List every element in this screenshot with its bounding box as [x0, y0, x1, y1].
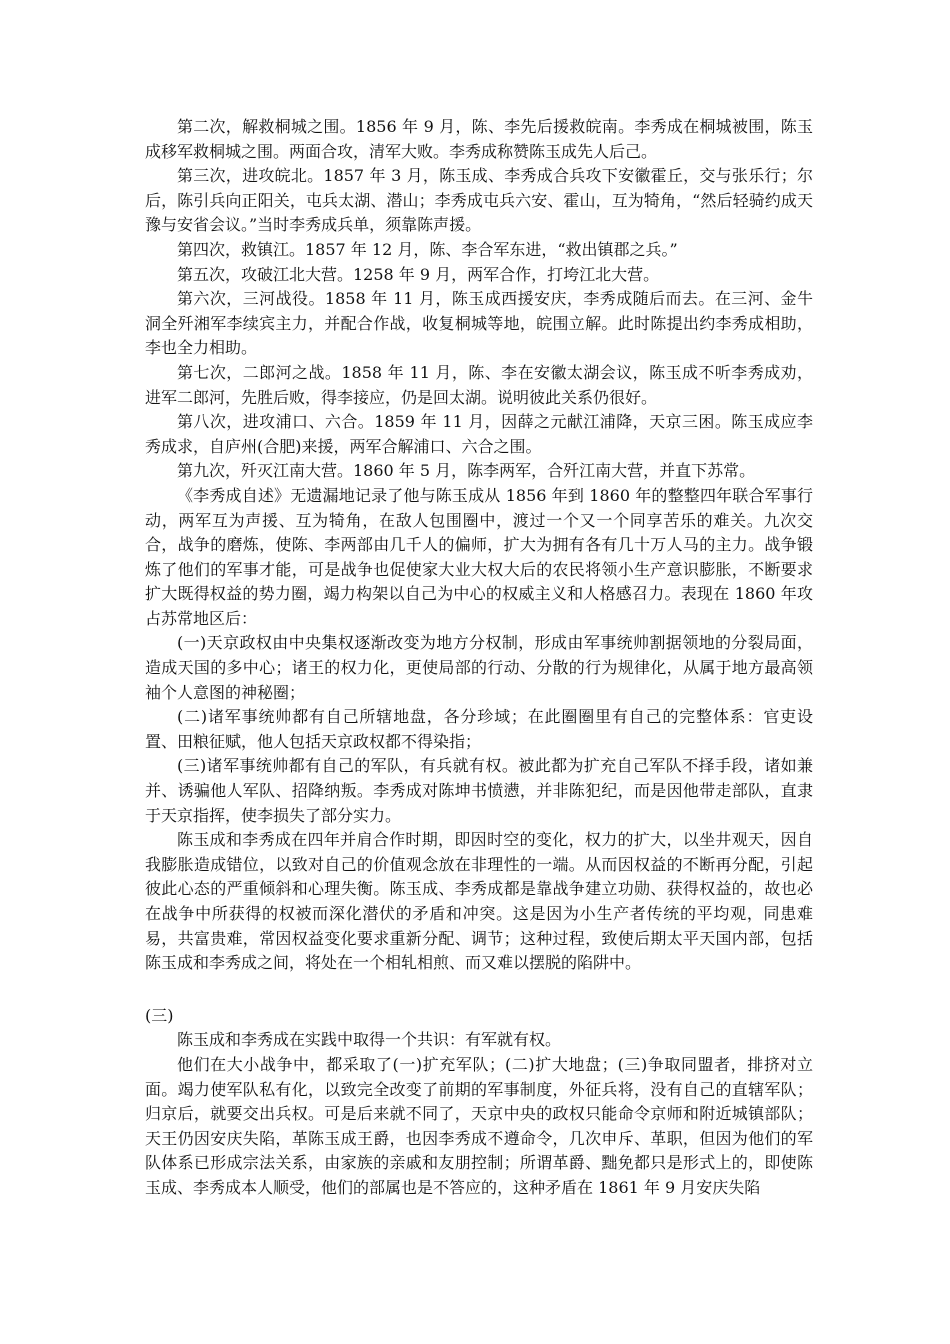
document-body: [145, 115, 813, 1201]
paragraph: (一)天京政权由中央集权逐渐改变为地方分权制，形成由军事统帅割据领地的分裂局面，造成天国的多中心；诸王的权力化，更使局部的行动、分散的行为规律化，从属于地方最高领袖个人意图的神秘圈；: [145, 633, 813, 702]
paragraph: 第九次，歼灭江南大营。1860 年 5 月，陈李两军，合歼江南大营，并直下苏常。: [177, 461, 756, 481]
section-heading: (三): [145, 1005, 174, 1025]
paragraph: 第七次，二郎河之战。1858 年 11 月，陈、李在安徽太湖会议，陈玉成不听李秀成劝，进军二郎河，先胜后败，得李接应，仍是回太湖。说明彼此关系仍很好。: [145, 362, 813, 407]
paragraph: 陈玉成和李秀成在实践中取得一个共识：有军就有权。: [177, 1030, 562, 1050]
paragraph: 他们在大小战争中，都采取了(一)扩充军队；(二)扩大地盘；(三)争取同盟者，排挤对立面。竭力使军队私有化，以致完全改变了前期的军事制度，外征兵将，没有自己的直辖军队；归京后，就要交出兵权。可是后来就不同了，天京中央的政权只能命令京师和附近城镇部队；天王仍因安庆失陷，革陈玉成王爵，也因李秀成不遵命令，几次申斥、革职，但因为他们的军队体系已形成宗法关系，由家族的亲戚和友朋控制；所谓革爵、黜免都只是形式上的，即使陈玉成、李秀成本人顺受，他们的部属也是不答应的，这种矛盾在 1861 年 9 月安庆失陷: [145, 1054, 813, 1197]
paragraph: 陈玉成和李秀成在四年并肩合作时期，即因时空的变化，权力的扩大，以坐井观天，因自我膨胀造成错位，以致对自己的价值观念放在非理性的一端。从而因权益的不断再分配，引起彼此心态的严重倾斜和心理失衡。陈玉成、李秀成都是靠战争建立功勋、获得权益的，故也必在战争中所获得的权被而深化潜伏的矛盾和冲突。这是因为小生产者传统的平均观，同患难易，共富贵难，常因权益变化要求重新分配、调节；这种过程，致使后期太平天国内部，包括陈玉成和李秀成之间，将处在一个相轧相煎、而又难以摆脱的陷阱中。: [145, 830, 813, 973]
paragraph: 第四次，救镇江。1857 年 12 月，陈、李合军东进，“救出镇郡之兵。”: [177, 239, 678, 259]
paragraph: 第八次，进攻浦口、六合。1859 年 11 月，因薛之元献江浦降，天京三困。陈玉成应李秀成求，自庐州(合肥)来援，两军合解浦口、六合之围。: [145, 412, 813, 456]
paragraph: 第三次，进攻皖北。1857 年 3 月，陈玉成、李秀成合兵攻下安徽霍丘，交与张乐行；尔后，陈引兵向正阳关，屯兵太湖、潜山；李秀成屯兵六安、霍山，互为犄角，“然后轻骑约成天豫与安省会议。”当时李秀成兵单，须靠陈声援。: [145, 166, 813, 235]
paragraph: 《李秀成自述》无遗漏地记录了他与陈玉成从 1856 年到 1860 年的整整四年联合军事行动，两军互为声援、互为犄角，在敌人包围圈中，渡过一个又一个同享苦乐的难关。九次交合，战争的磨炼，使陈、李两部由几千人的偏师，扩大为拥有各有几十万人马的主力。战争锻炼了他们的军事才能，可是战争也促使家大业大权大后的农民将领小生产意识膨胀，不断要求扩大既得权益的势力圈，竭力构架以自己为中心的权威主义和人格感召力。表现在 1860 年攻占苏常地区后：: [145, 485, 813, 628]
paragraph: 第六次，三河战役。1858 年 11 月，陈玉成西援安庆，李秀成随后而去。在三河、金牛洞全歼湘军李续宾主力，并配合作战，收复桐城等地，皖围立解。此时陈提出约李秀成相助，李也全力相助。: [145, 289, 813, 358]
paragraph: (三)诸军事统帅都有自己的军队，有兵就有权。被此都为扩充自己军队不择手段，诸如兼并、诱骗他人军队、招降纳叛。李秀成对陈坤书愤懑，并非陈犯纪，而是因他带走部队，直隶于天京指挥，使李损失了部分实力。: [145, 756, 813, 825]
paragraph: 第二次，解救桐城之围。1856 年 9 月，陈、李先后援救皖南。李秀成在桐城被围，陈玉成移军救桐城之围。两面合攻，清军大败。李秀成称赞陈玉成先人后己。: [145, 117, 813, 161]
paragraph: (二)诸军事统帅都有自己所辖地盘，各分珍域；在此圈圈里有自己的完整体系：官吏设置、田粮征赋，他人包括天京政权都不得染指；: [145, 707, 813, 751]
paragraph: 第五次，攻破江北大营。1258 年 9 月，两军合作，打垮江北大营。: [177, 264, 660, 284]
